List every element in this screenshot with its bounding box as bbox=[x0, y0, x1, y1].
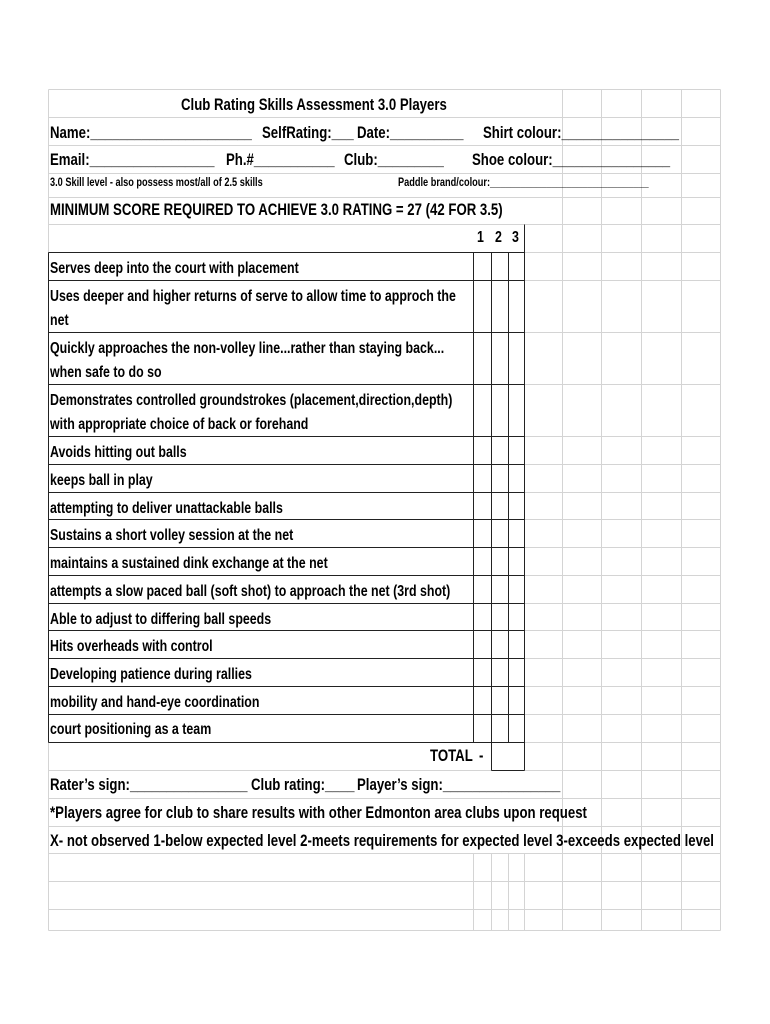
criterion-label: attempts a slow paced ball (soft shot) to approach the net (3rd shot) bbox=[50, 583, 451, 600]
criterion-label: Avoids hitting out balls bbox=[50, 444, 187, 461]
score-cell-3[interactable] bbox=[508, 256, 524, 280]
date-field[interactable]: Date:__________ bbox=[357, 124, 464, 142]
skill-level-note: 3.0 Skill level - also possess most/all of 2.5 skills bbox=[50, 177, 263, 189]
score-cell-1[interactable] bbox=[473, 440, 491, 464]
score-cell-3[interactable] bbox=[508, 284, 524, 332]
score-column-header-3: 3 bbox=[512, 229, 519, 246]
score-cell-3[interactable] bbox=[508, 662, 524, 686]
score-cell-3[interactable] bbox=[508, 607, 524, 630]
score-cell-2[interactable] bbox=[491, 523, 508, 547]
score-cell-1[interactable] bbox=[473, 284, 491, 332]
self-rating-field[interactable]: SelfRating:___ bbox=[262, 124, 354, 142]
club-field[interactable]: Club:_________ bbox=[344, 151, 444, 169]
score-cell-3[interactable] bbox=[508, 523, 524, 547]
score-cell-2[interactable] bbox=[491, 468, 508, 492]
criterion-label-continued: net bbox=[50, 312, 69, 329]
total-dash: - bbox=[479, 747, 484, 765]
score-cell-1[interactable] bbox=[473, 496, 491, 519]
player-sign-field[interactable]: Player’s sign:________________ bbox=[357, 776, 561, 794]
score-cell-2[interactable] bbox=[491, 717, 508, 742]
score-cell-2[interactable] bbox=[491, 440, 508, 464]
score-cell-2[interactable] bbox=[491, 551, 508, 575]
score-cell-1[interactable] bbox=[473, 579, 491, 603]
criterion-label: Serves deep into the court with placement bbox=[50, 260, 299, 277]
criterion-label: Uses deeper and higher returns of serve to allow time to approch the bbox=[50, 288, 456, 305]
criterion-label: mobility and hand-eye coordination bbox=[50, 694, 260, 711]
score-cell-1[interactable] bbox=[473, 690, 491, 714]
score-column-header-1: 1 bbox=[477, 229, 484, 246]
rater-sign-field[interactable]: Rater’s sign:________________ bbox=[50, 776, 248, 794]
score-cell-3[interactable] bbox=[508, 551, 524, 575]
score-cell-2[interactable] bbox=[491, 579, 508, 603]
rating-legend: X- not observed 1-below expected level 2-meets requirements for expected level 3-exceeds expected level bbox=[50, 832, 714, 850]
criterion-label: Hits overheads with control bbox=[50, 638, 213, 655]
criterion-label: Quickly approaches the non-volley line...rather than staying back... bbox=[50, 340, 445, 357]
score-cell-2[interactable] bbox=[491, 388, 508, 436]
score-cell-3[interactable] bbox=[508, 336, 524, 384]
score-cell-3[interactable] bbox=[508, 440, 524, 464]
score-cell-3[interactable] bbox=[508, 388, 524, 436]
score-cell-3[interactable] bbox=[508, 496, 524, 519]
criterion-label: Able to adjust to differing ball speeds bbox=[50, 611, 272, 628]
score-cell-1[interactable] bbox=[473, 662, 491, 686]
minimum-score-heading: MINIMUM SCORE REQUIRED TO ACHIEVE 3.0 RATING = 27 (42 FOR 3.5) bbox=[50, 201, 503, 219]
criterion-label: attempting to deliver unattackable balls bbox=[50, 500, 283, 517]
name-field[interactable]: Name:______________________ bbox=[50, 124, 252, 142]
score-cell-2[interactable] bbox=[491, 607, 508, 630]
shoe-colour-field[interactable]: Shoe colour:________________ bbox=[472, 151, 671, 169]
criterion-label: Sustains a short volley session at the net bbox=[50, 527, 294, 544]
total-label: TOTAL bbox=[430, 747, 473, 765]
score-cell-1[interactable] bbox=[473, 523, 491, 547]
agreement-note: *Players agree for club to share results with other Edmonton area clubs upon request bbox=[50, 804, 587, 822]
score-cell-2[interactable] bbox=[491, 690, 508, 714]
score-cell-2[interactable] bbox=[491, 336, 508, 384]
criterion-label-continued: with appropriate choice of back or forehand bbox=[50, 416, 309, 433]
club-rating-field[interactable]: Club rating:____ bbox=[251, 776, 355, 794]
score-cell-3[interactable] bbox=[508, 579, 524, 603]
score-cell-1[interactable] bbox=[473, 607, 491, 630]
score-cell-2[interactable] bbox=[491, 662, 508, 686]
score-cell-2[interactable] bbox=[491, 496, 508, 519]
criterion-label: Demonstrates controlled groundstrokes (placement,direction,depth) bbox=[50, 392, 453, 409]
score-cell-3[interactable] bbox=[508, 717, 524, 742]
score-cell-1[interactable] bbox=[473, 634, 491, 658]
score-cell-3[interactable] bbox=[508, 634, 524, 658]
email-field[interactable]: Email:_________________ bbox=[50, 151, 215, 169]
paddle-field[interactable]: Paddle brand/colour:_______________________________ bbox=[398, 177, 649, 189]
score-cell-2[interactable] bbox=[491, 256, 508, 280]
score-cell-1[interactable] bbox=[473, 468, 491, 492]
score-column-header-2: 2 bbox=[495, 229, 502, 246]
criterion-label: Developing patience during rallies bbox=[50, 666, 252, 683]
shirt-colour-field[interactable]: Shirt colour:________________ bbox=[483, 124, 679, 142]
score-cell-1[interactable] bbox=[473, 336, 491, 384]
score-cell-3[interactable] bbox=[508, 690, 524, 714]
score-cell-2[interactable] bbox=[491, 634, 508, 658]
criterion-label: maintains a sustained dink exchange at the net bbox=[50, 555, 328, 572]
score-cell-2[interactable] bbox=[491, 284, 508, 332]
score-cell-1[interactable] bbox=[473, 256, 491, 280]
criterion-label: court positioning as a team bbox=[50, 721, 212, 738]
total-score-cell[interactable] bbox=[491, 743, 524, 770]
score-cell-1[interactable] bbox=[473, 717, 491, 742]
criterion-label-continued: when safe to do so bbox=[50, 364, 162, 381]
phone-field[interactable]: Ph.#___________ bbox=[226, 151, 335, 169]
sheet-title: Club Rating Skills Assessment 3.0 Players bbox=[181, 96, 447, 114]
score-cell-3[interactable] bbox=[508, 468, 524, 492]
criterion-label: keeps ball in play bbox=[50, 472, 153, 489]
score-cell-1[interactable] bbox=[473, 388, 491, 436]
score-cell-1[interactable] bbox=[473, 551, 491, 575]
